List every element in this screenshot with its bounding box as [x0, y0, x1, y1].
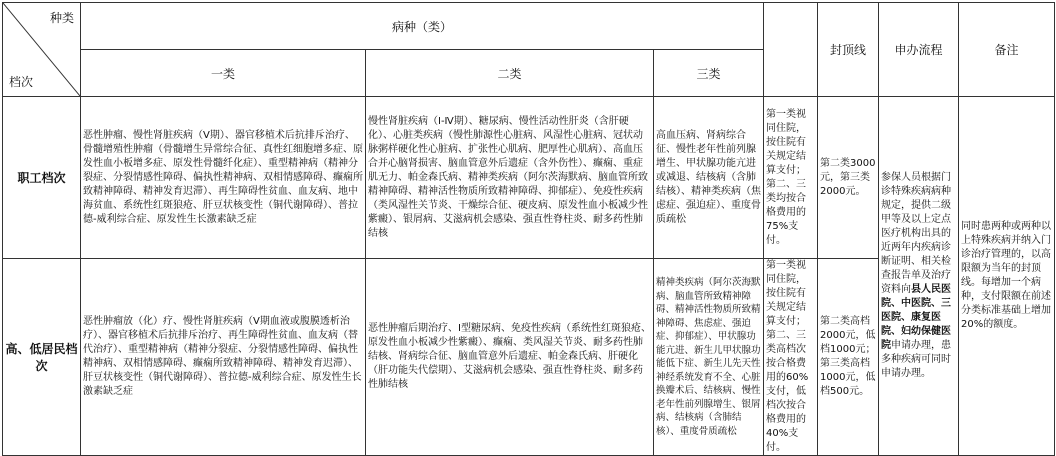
- corner-label-category: 种类: [49, 11, 74, 25]
- level-employee: 职工档次: [3, 97, 81, 259]
- header-class1: 一类: [81, 50, 366, 97]
- process-text-post: 申请办理，患多种疾病可同时申请办理。: [881, 340, 951, 379]
- process-hospitals: 县人民医院、中医院、三医院、康复医院、妇幼保健医院: [881, 284, 951, 351]
- header-row: [3, 3, 1055, 50]
- remark-text: 同时患两种或两种以上特殊疾病并纳入门诊治疗管理的，以高限额为当年的封顶线。每增加一个病种，支付限额在前述分类标准基础上增加20%的额度。: [959, 97, 1055, 456]
- resident-cap: 第二类高档2000元，低档1000元；第三类高档1000元，低档500元。: [818, 259, 879, 456]
- resident-class3: 精神类疾病（阿尔茨海默病、脑血管所致精神障碍、精神活性物质所致精神障碍、焦虑症、强迫症、抑郁症）、甲状腺功能亢进、新生儿甲状腺功能低下症、新生儿先天性神经系统发育不全、心脏换瓣术后、结核病、慢性老年性前列腺增生、银屑病、结核病（含肺结核）、重度骨质疏松: [654, 259, 764, 456]
- resident-ratio: 第一类视同住院，按住院有关规定结算支付；第二、三类高档次按合格费用的60%支付，低档次按合格费用的40%支付。: [764, 259, 818, 456]
- corner-label-level: 档次: [9, 75, 34, 89]
- resident-class2: 恶性肿瘤后期治疗、Ⅰ型糖尿病、免疫性疾病（系统性红斑狼疮、原发性血小板减少性紫癜）、癫痫、类风湿关节炎、耐多药性肺结核、肾病综合征、脑血管意外后遗症、帕金森氏病、肝硬化（肝功能失代偿期）、艾滋病机会感染、强直性脊柱炎、耐多药性肺结核: [366, 259, 654, 456]
- process-text-pre: 参保人员根据门诊特殊疾病病种规定，提供二级甲等及以上定点医疗机构出具的近两年内疾病诊断证明、相关检查报告单及治疗资料向: [881, 172, 951, 295]
- level-resident: 高、低居民档次: [3, 259, 81, 456]
- employee-class1: 恶性肿瘤、慢性肾脏疾病（Ⅴ期）、器官移植术后抗排斥治疗、骨髓增殖性肿瘤（骨髓增生异常综合征、真性红细胞增多症、原发性血小板增多症、原发性骨髓纤化症）、重型精神病（精神分裂症、分裂情感性障碍、偏执性精神病、双相情感障碍、癫痫所致精神障碍、精神发育迟滞）、再生障碍性贫血、血友病、地中海贫血、系统性红斑狼疮、肝豆状核变性（铜代谢障碍）、普拉德-威利综合症、原发性生长激素缺乏症: [81, 97, 366, 259]
- header-process: 申办流程: [879, 3, 959, 97]
- header-corner: [3, 3, 81, 97]
- header-cap: 封顶线: [818, 3, 879, 97]
- header-class2: 二类: [366, 50, 654, 97]
- header-ratio: [764, 3, 818, 97]
- employee-cap: 第二类3000元，第三类2000元。: [818, 97, 879, 259]
- header-remark: 备注: [959, 3, 1055, 97]
- header-class3: 三类: [654, 50, 764, 97]
- row-employee: [3, 97, 1055, 259]
- employee-ratio: 第一类视同住院，按住院有关规定结算支付；第二、三类均按合格费用的75%支付。: [764, 97, 818, 259]
- application-process: [879, 97, 959, 456]
- employee-class3: 高血压病、肾病综合征、慢性老年性前列腺增生、甲状腺功能亢进或减退、结核病（含肺结核）、精神类疾病（焦虑症、强迫症）、重度骨质疏松: [654, 97, 764, 259]
- employee-class2: 慢性肾脏疾病（Ⅰ-Ⅳ期）、糖尿病、慢性活动性肝炎（含肝硬化）、心脏类疾病（慢性肺源性心脏病、风湿性心脏病、冠状动脉粥样硬化性心脏病、扩张性心肌病、肥厚性心肌病）、高血压合并心脑肾损害、脑血管意外后遗症（含外伤性）、癫痫、重症肌无力、帕金森氏病、精神类疾病（阿尔茨海默病、脑血管所致精神障碍、精神活性物质所致精神障碍、抑郁症）、免疫性疾病（类风湿性关节炎、干燥综合征、硬皮病、原发性血小板减少性紫癜）、银屑病、艾滋病机会感染、强直性脊柱炎、耐多药性肺结核: [366, 97, 654, 259]
- special-disease-table: [2, 2, 1055, 456]
- resident-class1: 恶性肿瘤放（化）疗、慢性肾脏疾病（Ⅴ期血液或腹膜透析治疗）、器官移植术后抗排斥治疗、再生障碍性贫血、血友病（替代治疗）、重型精神病（精神分裂症、分裂情感性障碍、偏执性精神病、双相情感障碍、癫痫所致精神障碍、精神发育迟滞）、肝豆状核变性（铜代谢障碍）、普拉德-威利综合症、原发性生长激素缺乏症: [81, 259, 366, 456]
- header-disease-type: 病种（类）: [81, 3, 764, 50]
